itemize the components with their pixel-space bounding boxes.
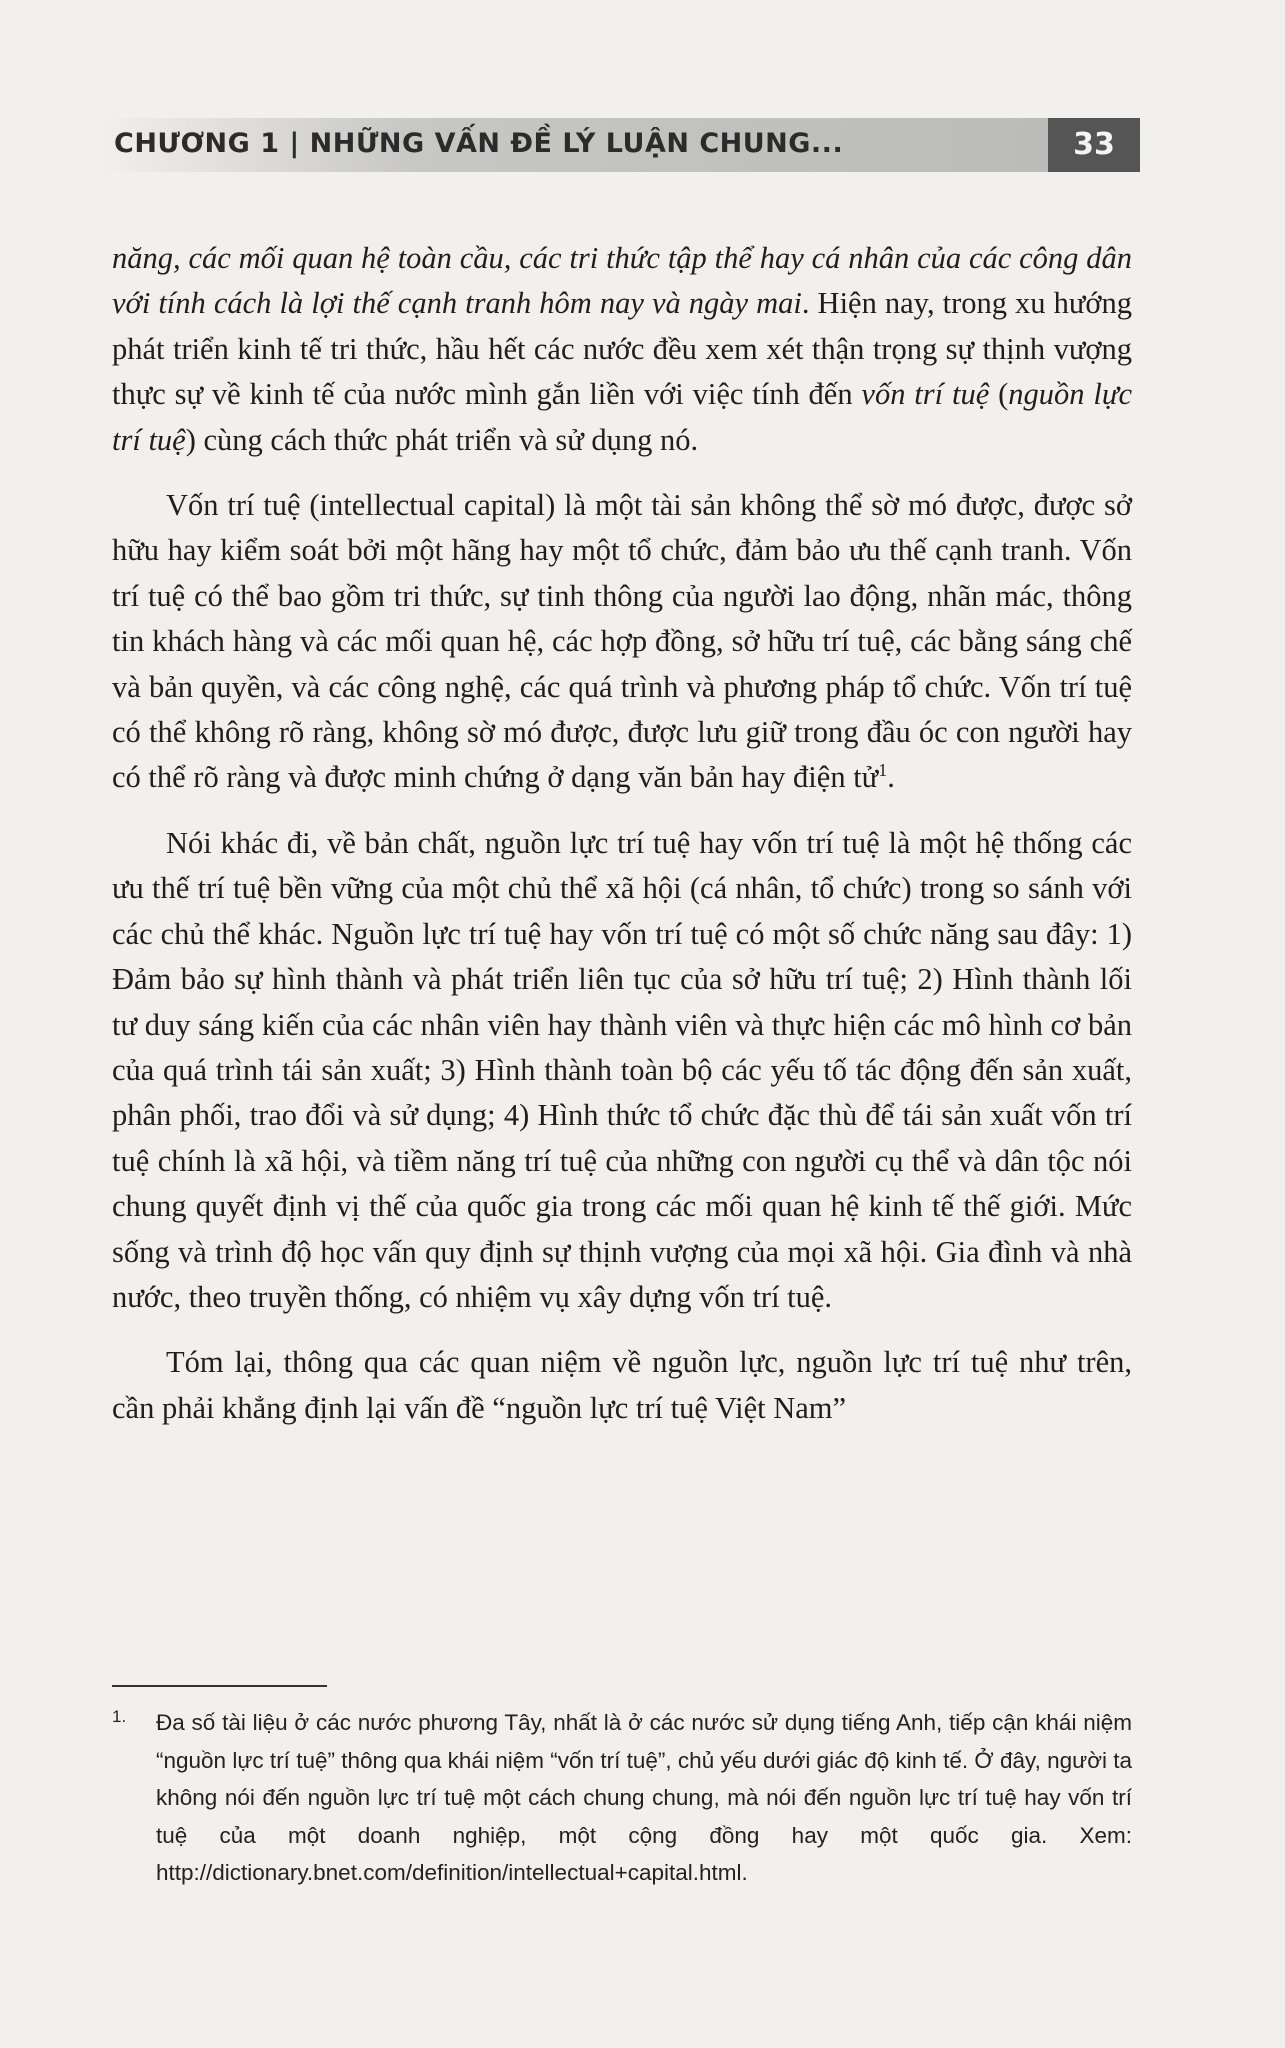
text-span: ( [989,377,1009,412]
paragraph-3: Nói khác đi, về bản chất, nguồn lực trí tuệ hay vốn trí tuệ là một hệ thống các ưu thế trí tuệ bền vững của một chủ thể xã hội (cá nhân, tổ chức) trong so sánh với các chủ thể khác. Nguồn lực trí tuệ hay vốn trí tuệ có một số chức năng sau đây: 1) Đảm bảo sự hình thành và phát triển liên tục của sở hữu trí tuệ; 2) Hình thành lối tư duy sáng kiến của các nhân viên hay thành viên và thực hiện các mô hình cơ bản của quá trình tái sản xuất; 3) Hình thành toàn bộ các yếu tố tác động đến sản xuất, phân phối, trao đổi và sử dụng; 4) Hình thức tổ chức đặc thù để tái sản xuất vốn trí tuệ chính là xã hội, và tiềm năng trí tuệ của những con người cụ thể và dân tộc nói chung quyết định vị thế của quốc gia trong các mối quan hệ kinh tế thế giới. Mức sống và trình độ học vấn quy định sự thịnh vượng của mọi xã hội. Gia đình và nhà nước, theo truyền thống, có nhiệm vụ xây dựng vốn trí tuệ. [112,825,1132,1314]
footnote-reference: 1 [878,760,888,781]
body-text [112,236,1132,1451]
text-span: Vốn trí tuệ (intellectual capital) là một tài sản không thể sờ mó được, được sở hữu hay kiểm soát bởi một hãng hay một tổ chức, đảm bảo ưu thế cạnh tranh. Vốn trí tuệ có thể bao gồm tri thức, sự tinh thông của người lao động, nhãn mác, thông tin khách hàng và các mối quan hệ, các hợp đồng, sở hữu trí tuệ, các bằng sáng chế và bản quyền, và các công nghệ, các quá trình và phương pháp tổ chức. Vốn trí tuệ có thể không rõ ràng, không sờ mó được, được lưu giữ trong đầu óc con người hay có thể rõ ràng và được minh chứng ở dạng văn bản hay điện tử [112,488,1132,795]
text-span: ) cùng cách thức phát triển và sử dụng nó. [185,422,699,457]
footnote-divider [112,1685,327,1687]
text-span: . Hiện nay, trong xu hướng phát triển kinh tế tri thức, hầu hết các nước đều xem xét thận trọng sự thịnh vượng thực sự về kinh tế của nước mình gắn liền với việc tính đến [112,286,1132,412]
chapter-title: CHƯƠNG 1 | NHỮNG VẤN ĐỀ LÝ LUẬN CHUNG... [114,128,844,159]
italic-span: nguồn lực trí tuệ [112,377,1132,457]
footnote-text: Đa số tài liệu ở các nước phương Tây, nhất là ở các nước sử dụng tiếng Anh, tiếp cận khái niệm “nguồn lực trí tuệ” thông qua khái niệm “vốn trí tuệ”, chủ yếu dưới giác độ kinh tế. Ở đây, người ta không nói đến nguồn lực trí tuệ một cách chung chung, mà nói đến nguồn lực trí tuệ hay vốn trí tuệ của một doanh nghiệp, một cộng đồng hay một quốc gia. Xem: http://dictionary.bnet.com/definition/intellectual+capital.html. [156,1710,1132,1885]
running-header [100,118,1140,172]
italic-span: vốn trí tuệ [861,377,990,412]
page-number: 33 [1048,118,1140,172]
footnote-marker: 1. [112,1707,127,1726]
text-span: . [887,760,895,795]
paragraph-4: Tóm lại, thông qua các quan niệm về nguồn lực, nguồn lực trí tuệ như trên, cần phải khẳng định lại vấn đề “nguồn lực trí tuệ Việt Nam” [112,1345,1132,1425]
footnote [112,1704,1132,1892]
italic-span: năng, các mối quan hệ toàn cầu, các tri thức tập thể hay cá nhân của các công dân với tính cách là lợi thế cạnh tranh hôm nay và ngày mai [112,241,1132,321]
paragraph-1 [112,236,1132,463]
paragraph-2 [112,483,1132,801]
